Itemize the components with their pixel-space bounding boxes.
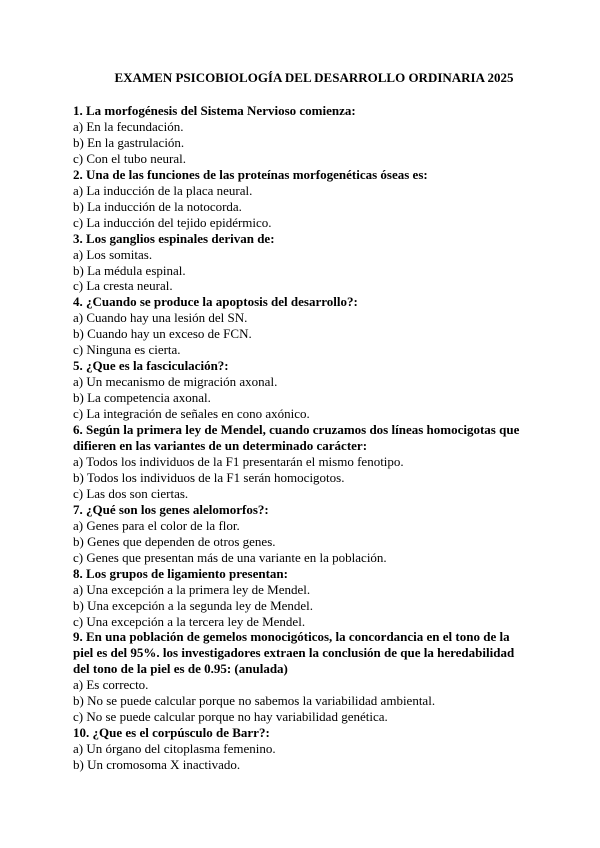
question-text: 9. En una población de gemelos monocigóticos, la concordancia en el tono de la piel es del 95%. los investigadores extraen la conclusión de que la heredabilidad del tono de la piel es de 0.95: (anulada) [73, 629, 515, 677]
answer-option: c) No se puede calcular porque no hay variabilidad genética. [73, 709, 388, 725]
question-3 [73, 231, 528, 295]
question-text: 5. ¿Que es la fasciculación?: [73, 358, 229, 374]
question-text: 4. ¿Cuando se produce la apoptosis del desarrollo?: [73, 294, 358, 310]
question-6 [73, 422, 528, 502]
answer-option: a) Un mecanismo de migración axonal. [73, 374, 278, 390]
answer-option: b) Una excepción a la segunda ley de Mendel. [73, 597, 314, 613]
question-4 [73, 294, 528, 358]
answer-option: b) No se puede calcular porque no sabemos la variabilidad ambiental. [73, 693, 436, 709]
question-text: 3. Los ganglios espinales derivan de: [73, 230, 275, 246]
answer-option: a) Cuando hay una lesión del SN. [73, 310, 248, 326]
answer-option: a) Es correcto. [73, 677, 149, 693]
answer-option: c) Con el tubo neural. [73, 150, 186, 166]
answer-option: a) Genes para el color de la flor. [73, 517, 240, 533]
answer-option: b) Todos los individuos de la F1 serán homocigotos. [73, 469, 345, 485]
question-8 [73, 566, 528, 630]
answer-option: a) Un órgano del citoplasma femenino. [73, 741, 276, 757]
answer-option: a) La inducción de la placa neural. [73, 182, 253, 198]
answer-option: c) Una excepción a la tercera ley de Mendel. [73, 613, 306, 629]
question-text: 1. La morfogénesis del Sistema Nervioso comienza: [73, 103, 356, 118]
question-text: 10. ¿Que es el corpúsculo de Barr?: [73, 725, 270, 741]
answer-option: c) Las dos son ciertas. [73, 485, 189, 501]
answer-option: c) La cresta neural. [73, 278, 173, 294]
answer-option: b) Un cromosoma X inactivado. [73, 757, 241, 773]
question-text: 8. Los grupos de ligamiento presentan: [73, 565, 288, 581]
question-text: 6. Según la primera ley de Mendel, cuando cruzamos dos líneas homocigotas que difieren en las variantes de un determinado carácter: [73, 422, 520, 454]
answer-option: a) Todos los individuos de la F1 presentarán el mismo fenotipo. [73, 453, 404, 469]
answer-option: a) Los somitas. [73, 246, 153, 262]
answer-option: b) La médula espinal. [73, 262, 186, 278]
answer-option: c) La integración de señales en cono axónico. [73, 406, 310, 422]
answer-option: c) Ninguna es cierta. [73, 342, 181, 358]
answer-option: a) Una excepción a la primera ley de Mendel. [73, 581, 311, 597]
document-title: EXAMEN PSICOBIOLOGÍA DEL DESARROLLO ORDINARIA 2025 [114, 70, 514, 85]
question-text: 7. ¿Qué son los genes alelomorfos?: [73, 501, 269, 517]
answer-option: b) Genes que dependen de otros genes. [73, 533, 276, 549]
question-2 [73, 167, 528, 231]
question-10 [73, 725, 528, 773]
question-1 [73, 103, 528, 167]
question-5 [73, 358, 528, 422]
answer-option: a) En la fecundación. [73, 118, 184, 134]
answer-option: b) Cuando hay un exceso de FCN. [73, 326, 252, 342]
answer-option: c) Genes que presentan más de una variante en la población. [73, 549, 387, 565]
question-list [73, 103, 528, 773]
question-7 [73, 502, 528, 566]
answer-option: b) La competencia axonal. [73, 390, 211, 406]
answer-option: b) La inducción de la notocorda. [73, 198, 242, 214]
answer-option: b) En la gastrulación. [73, 134, 185, 150]
question-9 [73, 629, 528, 725]
question-text: 2. Una de las funciones de las proteínas morfogenéticas óseas es: [73, 166, 428, 182]
answer-option: c) La inducción del tejido epidérmico. [73, 214, 272, 230]
